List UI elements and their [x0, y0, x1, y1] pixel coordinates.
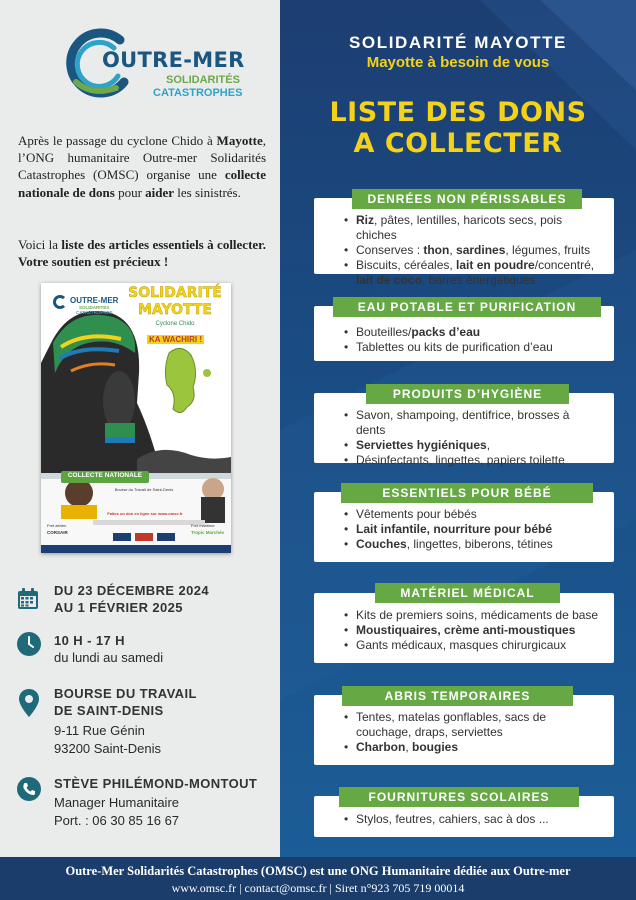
bold-text: Couches	[356, 537, 407, 551]
text-run: , pâtes, lentilles, haricots secs, pois chiches	[356, 213, 563, 242]
poster-sponsor-4: Tropic Marchés	[191, 530, 225, 535]
poster-sponsor-2: CORSAIR	[47, 530, 68, 535]
list-item	[344, 325, 600, 340]
text-run: Conserves :	[356, 243, 424, 257]
category-box	[314, 198, 614, 287]
text-run: les sinistrés.	[174, 184, 241, 200]
category-label: EAU POTABLE ET PURIFICATION	[333, 297, 601, 317]
category-label: MATÉRIEL MÉDICAL	[375, 583, 560, 603]
poster-collecte-label: COLLECTE NATIONALE	[67, 472, 143, 479]
text-run: , légumes, fruits	[505, 243, 591, 257]
bold-text: Lait infantile, nourriture pour bébé	[356, 522, 553, 536]
poster-logo-icon	[53, 295, 67, 309]
list-item	[344, 438, 600, 453]
text-run: Vêtements pour bébés	[356, 507, 477, 521]
poster-venue: Bourse du Travail de Saint-Denis	[114, 487, 174, 492]
bold-text: Serviettes hygiéniques	[356, 438, 487, 452]
logo-line-2: SOLIDARITÉS	[166, 74, 240, 86]
logo-line-1: OUTRE-MER	[102, 48, 245, 72]
item-list	[344, 710, 600, 755]
list-item	[344, 507, 600, 522]
footer-line-1: Outre-Mer Solidarités Catastrophes (OMSC) est une ONG Humanitaire dédiée aux Outre-mer	[65, 864, 571, 878]
list-item	[344, 213, 600, 243]
header-title: SOLIDARITÉ MAYOTTE	[348, 33, 568, 52]
text-run: , lingettes, biberons, tétines	[406, 537, 553, 551]
text-run: , l’ONG humanitaire Outre-mer Solidarités Catastrophes (OMSC) organise une	[18, 133, 266, 183]
category-label: FOURNITURES SCOLAIRES	[339, 787, 579, 807]
text-run: ,	[486, 438, 491, 452]
address-line-1: 9-11 Rue Génin	[54, 723, 145, 738]
text-run: Savon, shampoing, dentifrice, brosses à dents	[356, 408, 570, 437]
poster-logo-line-1: OUTRE-MER	[70, 296, 119, 305]
phone-icon	[17, 777, 41, 801]
right-panel	[280, 0, 636, 857]
text-run: Après le passage du cyclone Chido à	[18, 133, 217, 148]
item-list	[344, 325, 600, 355]
bold-text: thon	[423, 243, 450, 257]
list-item	[344, 340, 600, 355]
campaign-poster	[41, 283, 231, 553]
omsc-logo	[62, 26, 252, 102]
bold-text: aider	[145, 184, 175, 200]
calendar-icon	[17, 588, 39, 610]
left-panel	[0, 0, 280, 857]
category-box	[314, 593, 614, 663]
category-label: PRODUITS D’HYGIÈNE	[366, 384, 569, 404]
bold-text: Mayotte	[216, 133, 263, 148]
address-line-2: 93200 Saint-Denis	[54, 741, 161, 756]
place-line-2: DE SAINT-DENIS	[54, 703, 164, 718]
category-label: ESSENTIELS POUR BÉBÉ	[341, 483, 593, 503]
bold-text: liste des articles essentiels à collecter. Votre soutien est précieux !	[18, 237, 267, 270]
item-list	[344, 608, 600, 653]
item-list	[344, 408, 600, 468]
bold-text: collecte nationale de dons	[18, 167, 266, 200]
list-title-line-1: LISTE DES DONS	[329, 97, 587, 128]
text-run: pour	[114, 184, 146, 200]
bold-text: Charbon	[356, 740, 406, 754]
location-pin-icon	[19, 689, 39, 717]
intro-paragraph-1	[18, 132, 266, 201]
text-run: Gants médicaux, masques chirurgicaux	[356, 638, 567, 652]
bold-text: bougies	[412, 740, 459, 754]
poster-title-1: SOLIDARITÉ	[128, 285, 222, 301]
contact-role: Manager Humanitaire	[54, 795, 180, 810]
contact-name: STÈVE PHILÉMOND-MONTOUT	[54, 776, 258, 791]
bold-text: lait de coco	[356, 273, 423, 287]
text-run: Biscuits, céréales,	[356, 258, 457, 272]
dates-line-2: AU 1 FÉVRIER 2025	[54, 600, 183, 615]
list-item	[344, 710, 600, 740]
bold-text: Moustiquaires, crème anti-moustiques	[356, 623, 576, 637]
contact-phone: Port. : 06 30 85 16 67	[54, 813, 180, 828]
intro-paragraph-2	[18, 236, 266, 270]
bold-text: Riz	[356, 213, 374, 227]
category-label: DENRÉES NON PÉRISSABLES	[352, 189, 582, 209]
place-line-1: BOURSE DU TRAVAIL	[54, 686, 197, 701]
category-label: ABRIS TEMPORAIRES	[342, 686, 573, 706]
hours: 10 H - 17 H	[54, 633, 125, 648]
text-run: Stylos, feutres, cahiers, sac à dos ...	[356, 812, 549, 826]
list-title-line-2: A COLLECTER	[353, 128, 563, 159]
dates-line-1: DU 23 DÉCEMBRE 2024	[54, 583, 209, 598]
poster-logo-line-2: SOLIDARITÉS	[79, 305, 110, 310]
days: du lundi au samedi	[54, 650, 164, 665]
poster-sponsor-1: Fret aérien	[47, 523, 67, 528]
poster-donate: Faites un don en ligne sur www.omsc.fr	[107, 511, 183, 516]
list-item	[344, 608, 600, 623]
bold-text: sardines	[456, 243, 506, 257]
poster-logo-line-3: CATASTROPHES	[76, 310, 113, 315]
list-item	[344, 258, 600, 288]
list-item	[344, 623, 600, 638]
text-run: ,	[449, 243, 457, 257]
text-run: Tablettes ou kits de purification d’eau	[356, 340, 553, 354]
poster-badge: KA WACHIRI !	[149, 335, 203, 344]
text-run: Kits de premiers soins, médicaments de base	[356, 608, 599, 622]
text-run: Voici la	[18, 237, 62, 252]
list-item	[344, 453, 600, 468]
item-list	[344, 213, 600, 288]
item-list	[344, 507, 600, 552]
item-list	[344, 812, 600, 827]
list-item	[344, 408, 600, 438]
list-item	[344, 740, 600, 755]
text-run: ,	[405, 740, 413, 754]
list-item	[344, 537, 600, 552]
bold-text: packs d’eau	[411, 325, 481, 339]
list-item	[344, 812, 600, 827]
poster-subtitle: Cyclone Chido	[155, 321, 195, 327]
logo-line-3: CATASTROPHES	[153, 87, 243, 99]
text-run: Tentes, matelas gonflables, sacs de couchage, draps, serviettes	[356, 710, 547, 739]
poster-sponsor-3: Fret maritime	[191, 523, 215, 528]
text-run: , barres énergétiques	[422, 273, 536, 287]
bold-text: lait en poudre	[456, 258, 535, 272]
text-run: Bouteilles/	[356, 325, 412, 339]
poster-title-2: MAYOTTE	[138, 302, 212, 318]
text-run: /concentré,	[534, 258, 595, 272]
list-item	[344, 522, 600, 537]
list-item	[344, 638, 600, 653]
clock-icon	[17, 632, 41, 656]
header-subtitle: Mayotte à besoin de vous	[366, 54, 550, 71]
list-item	[344, 243, 600, 258]
footer	[0, 857, 636, 900]
footer-line-2: www.omsc.fr | contact@omsc.fr | Siret n°923 705 719 00014	[171, 881, 465, 895]
text-run: Désinfectants, lingettes, papiers toilette	[356, 453, 565, 467]
